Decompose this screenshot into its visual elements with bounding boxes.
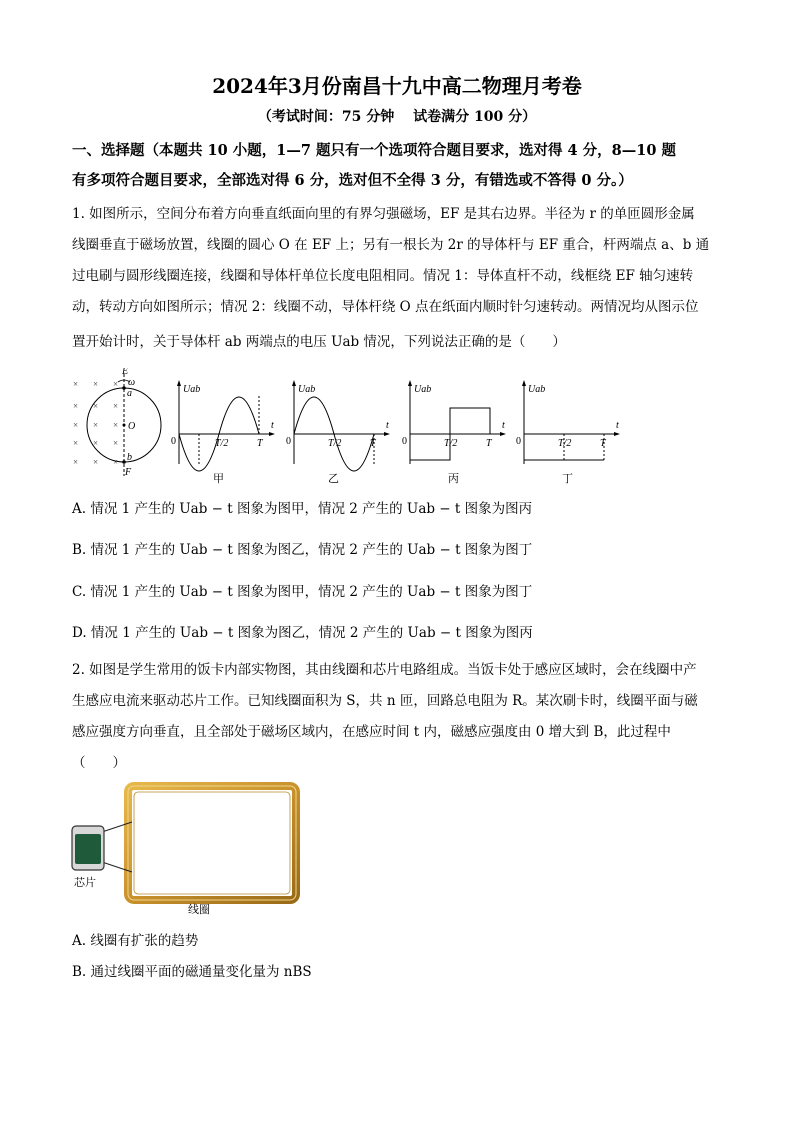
cross-mark: × bbox=[93, 401, 99, 411]
graph-ding bbox=[516, 380, 620, 485]
origin-label: 0 bbox=[402, 436, 407, 447]
tick-t-half: T/2 bbox=[328, 438, 342, 449]
question-line: 2. 如图是学生常用的饭卡内部实物图，其由线圈和芯片电路组成。当饭卡处于感应区域时，会在线圈中产 bbox=[72, 662, 697, 678]
option-b[interactable]: B. 通过线圈平面的磁通量变化量为 nBS bbox=[72, 964, 312, 980]
tick-t-half: T/2 bbox=[215, 438, 229, 449]
label-F: F bbox=[125, 467, 132, 478]
option-a[interactable]: A. 线圈有扩张的趋势 bbox=[72, 933, 199, 949]
coil-label: 线圈 bbox=[188, 904, 210, 916]
cross-mark: × bbox=[113, 457, 119, 467]
graph-yi bbox=[286, 380, 390, 485]
question-line: 线圈垂直于磁场放置，线圈的圆心 O 在 EF 上；另有一根长为 2r 的导体杆与 EF 重合，杆两端点 a、b 通 bbox=[72, 237, 710, 253]
question-2-text bbox=[72, 655, 728, 779]
question-line: 1. 如图所示，空间分布着方向垂直纸面向里的有界匀强磁场，EF 是其右边界。半径为 r 的单匝圆形金属 bbox=[72, 206, 695, 222]
section-heading-line: 一、选择题（本题共 10 小题，1—7 题只有一个选项符合题目要求，选对得 4 分，8—10 题 bbox=[72, 142, 676, 159]
cross-mark: × bbox=[113, 379, 119, 389]
question-line: 置开始计时，关于导体杆 ab 两端点的电压 Uab 情况，下列说法正确的是（ ） bbox=[72, 334, 566, 350]
chip-label: 芯片 bbox=[74, 877, 96, 889]
cross-mark: × bbox=[113, 401, 119, 411]
axis-x-label: t bbox=[386, 420, 389, 431]
graph-name: 乙 bbox=[328, 473, 339, 485]
origin-label: 0 bbox=[516, 436, 521, 447]
graph-bing bbox=[402, 380, 506, 485]
axis-y-label: Uab bbox=[298, 384, 316, 395]
graph-name: 甲 bbox=[213, 473, 224, 485]
cross-mark: × bbox=[73, 457, 79, 467]
tick-t: T bbox=[600, 438, 606, 449]
question-line: 过电刷与圆形线圈连接，线圈和导体杆单位长度电阻相同。情况 1：导体直杆不动，线框绕 EF 轴匀速转 bbox=[72, 268, 694, 284]
label-b: b bbox=[127, 452, 132, 463]
cross-mark: × bbox=[113, 420, 119, 430]
option-b[interactable]: B. 情况 1 产生的 Uab − t 图象为图乙，情况 2 产生的 Uab − t 图象为图丁 bbox=[72, 542, 533, 558]
cross-mark: × bbox=[73, 401, 79, 411]
graph-name: 丁 bbox=[562, 473, 573, 485]
axis-x-label: t bbox=[502, 420, 505, 431]
section-heading-line: 有多项符合题目要求，全部选对得 6 分，选对但不全得 3 分，有错选或不答得 0 分。） bbox=[72, 172, 633, 189]
cross-mark: × bbox=[93, 420, 99, 430]
cross-mark: × bbox=[73, 420, 79, 430]
magnetic-field-diagram bbox=[73, 368, 161, 478]
question-line: （ ） bbox=[72, 755, 126, 771]
tick-t: T bbox=[370, 438, 376, 449]
tick-t: T bbox=[257, 438, 263, 449]
option-d[interactable]: D. 情况 1 产生的 Uab − t 图象为图乙，情况 2 产生的 Uab − t 图象为图丙 bbox=[72, 625, 533, 641]
question-line: 动，转动方向如图所示；情况 2：线圈不动，导体杆绕 O 点在纸面内顺时针匀速转动。两情况均从图示位 bbox=[72, 299, 699, 315]
axis-y-label: Uab bbox=[183, 384, 201, 395]
axis-x-label: t bbox=[616, 420, 619, 431]
section-heading bbox=[72, 136, 722, 196]
axis-x-label: t bbox=[271, 420, 274, 431]
option-a[interactable]: A. 情况 1 产生的 Uab − t 图象为图甲，情况 2 产生的 Uab − t 图象为图丙 bbox=[72, 501, 533, 517]
label-omega: ω bbox=[128, 377, 136, 388]
tick-t-half: T/2 bbox=[444, 438, 458, 449]
origin-label: 0 bbox=[171, 436, 176, 447]
tick-t: T bbox=[486, 438, 492, 449]
axis-y-label: Uab bbox=[414, 384, 432, 395]
cross-mark: × bbox=[93, 379, 99, 389]
axis-y-label: Uab bbox=[528, 384, 546, 395]
question-1-text bbox=[72, 199, 728, 358]
label-a: a bbox=[127, 388, 132, 399]
label-O: O bbox=[128, 421, 136, 432]
graph-jia bbox=[171, 380, 275, 485]
chip-icon bbox=[72, 826, 104, 870]
tick-t-half: T/2 bbox=[558, 438, 572, 449]
question-line: 生感应电流来驱动芯片工作。已知线圈面积为 S，共 n 匝，回路总电阻为 R。某次刷卡时，线圈平面与磁 bbox=[72, 693, 698, 709]
graph-name: 丙 bbox=[448, 473, 459, 485]
exam-info: （考试时间：75 分钟 试卷满分 100 分） bbox=[257, 109, 537, 125]
page-title: 2024年3月份南昌十九中高二物理月考卷 bbox=[212, 74, 582, 98]
cross-mark: × bbox=[93, 457, 99, 467]
question-2-figure bbox=[70, 782, 310, 920]
question-line: 感应强度方向垂直，且全部处于磁场区域内，在感应时间 t 内，磁感应强度由 0 增大到 B，此过程中 bbox=[72, 724, 671, 740]
option-c[interactable]: C. 情况 1 产生的 Uab − t 图象为图甲，情况 2 产生的 Uab − t 图象为图丁 bbox=[72, 584, 533, 600]
label-E: E bbox=[122, 368, 129, 377]
cross-mark: × bbox=[73, 438, 79, 448]
coil-icon bbox=[128, 786, 296, 900]
origin-label: 0 bbox=[286, 436, 291, 447]
question-1-figure bbox=[68, 368, 628, 486]
cross-mark: × bbox=[93, 438, 99, 448]
cross-mark: × bbox=[73, 379, 79, 389]
cross-mark: × bbox=[113, 438, 119, 448]
